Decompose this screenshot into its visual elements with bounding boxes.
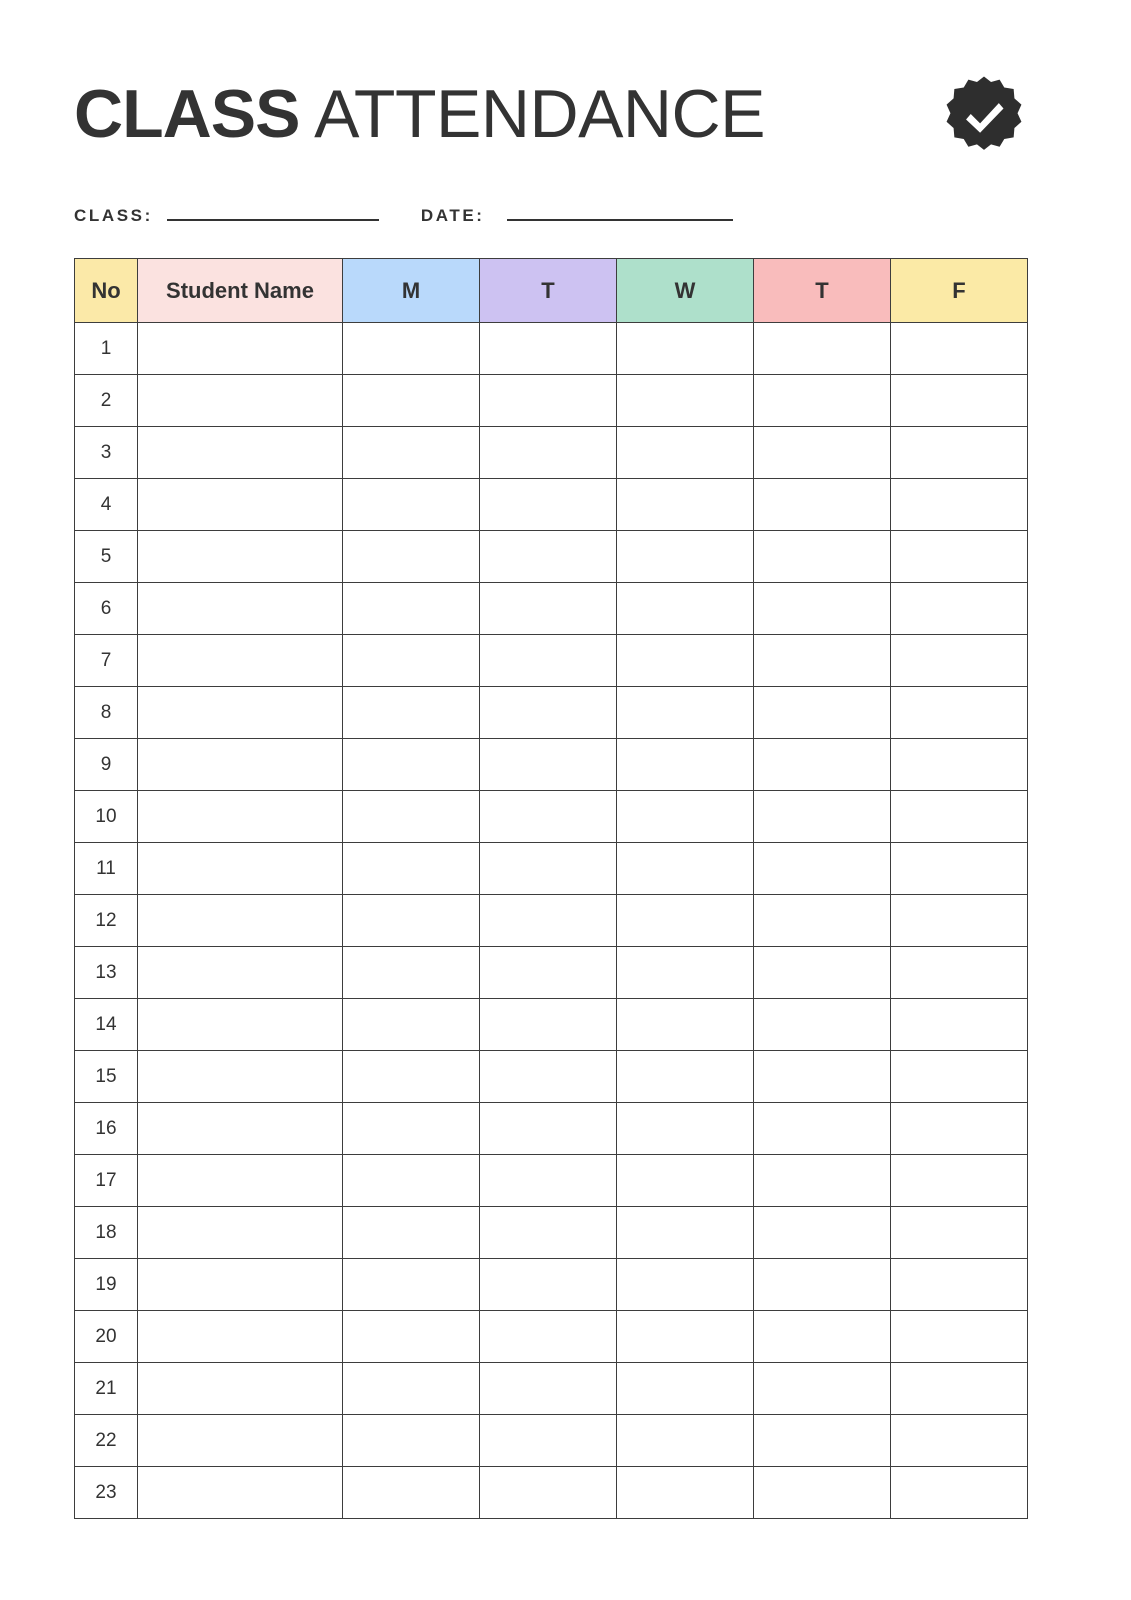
attendance-cell-monday[interactable] (343, 1155, 480, 1207)
attendance-cell-friday[interactable] (891, 427, 1028, 479)
student-name-cell[interactable] (138, 1103, 343, 1155)
attendance-cell-friday[interactable] (891, 635, 1028, 687)
student-name-cell[interactable] (138, 323, 343, 375)
row-number: 6 (75, 583, 138, 635)
attendance-cell-friday[interactable] (891, 375, 1028, 427)
student-name-cell[interactable] (138, 1311, 343, 1363)
attendance-cell-wednesday[interactable] (617, 791, 754, 843)
attendance-cell-monday[interactable] (343, 531, 480, 583)
attendance-cell-friday[interactable] (891, 1467, 1028, 1519)
table-row (75, 1103, 1028, 1155)
attendance-cell-thursday[interactable] (754, 583, 891, 635)
attendance-cell-monday[interactable] (343, 1311, 480, 1363)
attendance-cell-monday[interactable] (343, 635, 480, 687)
date-label: DATE: (420, 206, 485, 225)
student-name-cell[interactable] (138, 427, 343, 479)
attendance-cell-tuesday[interactable] (480, 1259, 617, 1311)
table-row (75, 1467, 1028, 1519)
attendance-cell-tuesday[interactable] (480, 583, 617, 635)
attendance-cell-wednesday[interactable] (617, 687, 754, 739)
attendance-cell-thursday[interactable] (754, 687, 891, 739)
check-badge-icon (945, 75, 1023, 153)
attendance-cell-monday[interactable] (343, 687, 480, 739)
table-header-row (75, 259, 1028, 323)
attendance-cell-friday[interactable] (891, 1155, 1028, 1207)
row-number: 23 (75, 1467, 138, 1519)
attendance-cell-monday[interactable] (343, 843, 480, 895)
attendance-cell-friday[interactable] (891, 791, 1028, 843)
attendance-cell-wednesday[interactable] (617, 1259, 754, 1311)
attendance-cell-wednesday[interactable] (617, 895, 754, 947)
student-name-cell[interactable] (138, 1415, 343, 1467)
attendance-cell-friday[interactable] (891, 1051, 1028, 1103)
class-input[interactable] (167, 219, 379, 221)
page-title-bold: CLASS (74, 76, 300, 152)
attendance-cell-friday[interactable] (891, 1207, 1028, 1259)
table-row (75, 323, 1028, 375)
table-row (75, 1363, 1028, 1415)
student-name-cell[interactable] (138, 739, 343, 791)
column-header-monday: M (343, 259, 480, 323)
row-number: 1 (75, 323, 138, 375)
attendance-cell-thursday[interactable] (754, 947, 891, 999)
attendance-cell-friday[interactable] (891, 1415, 1028, 1467)
attendance-cell-monday[interactable] (343, 479, 480, 531)
student-name-cell[interactable] (138, 687, 343, 739)
student-name-cell[interactable] (138, 843, 343, 895)
attendance-cell-friday[interactable] (891, 1311, 1028, 1363)
table-row (75, 1311, 1028, 1363)
attendance-cell-thursday[interactable] (754, 375, 891, 427)
attendance-cell-monday[interactable] (343, 1415, 480, 1467)
attendance-cell-thursday[interactable] (754, 323, 891, 375)
attendance-cell-tuesday[interactable] (480, 375, 617, 427)
attendance-cell-monday[interactable] (343, 791, 480, 843)
attendance-cell-tuesday[interactable] (480, 531, 617, 583)
attendance-cell-friday[interactable] (891, 895, 1028, 947)
attendance-cell-thursday[interactable] (754, 1415, 891, 1467)
attendance-cell-thursday[interactable] (754, 1155, 891, 1207)
student-name-cell[interactable] (138, 1051, 343, 1103)
column-header-wednesday: W (617, 259, 754, 323)
table-row (75, 1259, 1028, 1311)
table-row (75, 999, 1028, 1051)
attendance-cell-monday[interactable] (343, 1051, 480, 1103)
column-header-name: Student Name (138, 259, 343, 323)
row-number: 16 (75, 1103, 138, 1155)
attendance-cell-monday[interactable] (343, 999, 480, 1051)
row-number: 7 (75, 635, 138, 687)
meta-fields (74, 200, 1057, 226)
row-number: 8 (75, 687, 138, 739)
attendance-cell-monday[interactable] (343, 375, 480, 427)
attendance-cell-thursday[interactable] (754, 1311, 891, 1363)
table-row (75, 895, 1028, 947)
attendance-cell-thursday[interactable] (754, 635, 891, 687)
attendance-cell-wednesday[interactable] (617, 1103, 754, 1155)
student-name-cell[interactable] (138, 1363, 343, 1415)
student-name-cell[interactable] (138, 1155, 343, 1207)
column-header-thursday: T (754, 259, 891, 323)
student-name-cell[interactable] (138, 947, 343, 999)
table-row (75, 1051, 1028, 1103)
table-row (75, 947, 1028, 999)
attendance-cell-tuesday[interactable] (480, 1311, 617, 1363)
column-header-friday: F (891, 259, 1028, 323)
student-name-cell[interactable] (138, 375, 343, 427)
attendance-table (74, 258, 1028, 1519)
student-name-cell[interactable] (138, 791, 343, 843)
attendance-cell-friday[interactable] (891, 947, 1028, 999)
attendance-cell-wednesday[interactable] (617, 583, 754, 635)
attendance-cell-wednesday[interactable] (617, 323, 754, 375)
row-number: 20 (75, 1311, 138, 1363)
attendance-cell-wednesday[interactable] (617, 1363, 754, 1415)
row-number: 11 (75, 843, 138, 895)
student-name-cell[interactable] (138, 1467, 343, 1519)
row-number: 12 (75, 895, 138, 947)
attendance-cell-friday[interactable] (891, 1363, 1028, 1415)
table-row (75, 635, 1028, 687)
attendance-cell-thursday[interactable] (754, 1103, 891, 1155)
attendance-cell-thursday[interactable] (754, 739, 891, 791)
attendance-cell-wednesday[interactable] (617, 843, 754, 895)
attendance-cell-friday[interactable] (891, 583, 1028, 635)
attendance-cell-friday[interactable] (891, 843, 1028, 895)
attendance-cell-tuesday[interactable] (480, 1155, 617, 1207)
attendance-cell-tuesday[interactable] (480, 739, 617, 791)
table-row (75, 1415, 1028, 1467)
row-number: 17 (75, 1155, 138, 1207)
row-number: 22 (75, 1415, 138, 1467)
attendance-cell-thursday[interactable] (754, 1259, 891, 1311)
attendance-cell-tuesday[interactable] (480, 323, 617, 375)
table-row (75, 739, 1028, 791)
attendance-cell-monday[interactable] (343, 1467, 480, 1519)
attendance-cell-thursday[interactable] (754, 1207, 891, 1259)
attendance-cell-thursday[interactable] (754, 895, 891, 947)
attendance-cell-tuesday[interactable] (480, 843, 617, 895)
attendance-cell-tuesday[interactable] (480, 479, 617, 531)
attendance-cell-monday[interactable] (343, 1363, 480, 1415)
attendance-cell-tuesday[interactable] (480, 895, 617, 947)
page-title-rest: ATTENDANCE (314, 76, 765, 152)
student-name-cell[interactable] (138, 895, 343, 947)
row-number: 15 (75, 1051, 138, 1103)
attendance-cell-thursday[interactable] (754, 1051, 891, 1103)
table-row (75, 427, 1028, 479)
attendance-cell-wednesday[interactable] (617, 1311, 754, 1363)
attendance-cell-friday[interactable] (891, 479, 1028, 531)
date-input[interactable] (507, 219, 733, 221)
page-title (74, 77, 765, 151)
page-header (74, 72, 1057, 156)
row-number: 19 (75, 1259, 138, 1311)
row-number: 2 (75, 375, 138, 427)
attendance-cell-wednesday[interactable] (617, 1155, 754, 1207)
attendance-cell-friday[interactable] (891, 323, 1028, 375)
table-row (75, 1207, 1028, 1259)
student-name-cell[interactable] (138, 635, 343, 687)
attendance-cell-monday[interactable] (343, 1259, 480, 1311)
column-header-no: No (75, 259, 138, 323)
attendance-cell-friday[interactable] (891, 1103, 1028, 1155)
row-number: 13 (75, 947, 138, 999)
attendance-cell-tuesday[interactable] (480, 1467, 617, 1519)
table-header (75, 259, 1028, 323)
attendance-cell-monday[interactable] (343, 739, 480, 791)
attendance-cell-thursday[interactable] (754, 999, 891, 1051)
attendance-cell-tuesday[interactable] (480, 999, 617, 1051)
table-row (75, 687, 1028, 739)
attendance-cell-monday[interactable] (343, 427, 480, 479)
row-number: 21 (75, 1363, 138, 1415)
attendance-cell-wednesday[interactable] (617, 947, 754, 999)
row-number: 4 (75, 479, 138, 531)
row-number: 14 (75, 999, 138, 1051)
table-row (75, 1155, 1028, 1207)
attendance-cell-friday[interactable] (891, 999, 1028, 1051)
attendance-cell-friday[interactable] (891, 531, 1028, 583)
row-number: 5 (75, 531, 138, 583)
column-header-tuesday: T (480, 259, 617, 323)
student-name-cell[interactable] (138, 479, 343, 531)
attendance-cell-wednesday[interactable] (617, 1051, 754, 1103)
attendance-cell-tuesday[interactable] (480, 635, 617, 687)
attendance-cell-monday[interactable] (343, 947, 480, 999)
table-body (75, 323, 1028, 1519)
attendance-cell-monday[interactable] (343, 1207, 480, 1259)
student-name-cell[interactable] (138, 1259, 343, 1311)
student-name-cell[interactable] (138, 999, 343, 1051)
attendance-cell-tuesday[interactable] (480, 1207, 617, 1259)
attendance-cell-monday[interactable] (343, 583, 480, 635)
attendance-cell-tuesday[interactable] (480, 1051, 617, 1103)
attendance-cell-thursday[interactable] (754, 427, 891, 479)
attendance-cell-friday[interactable] (891, 1259, 1028, 1311)
table-row (75, 479, 1028, 531)
table-row (75, 375, 1028, 427)
row-number: 9 (75, 739, 138, 791)
attendance-cell-wednesday[interactable] (617, 427, 754, 479)
attendance-cell-wednesday[interactable] (617, 999, 754, 1051)
attendance-cell-friday[interactable] (891, 687, 1028, 739)
attendance-cell-thursday[interactable] (754, 531, 891, 583)
attendance-cell-wednesday[interactable] (617, 531, 754, 583)
attendance-cell-tuesday[interactable] (480, 427, 617, 479)
student-name-cell[interactable] (138, 583, 343, 635)
attendance-cell-wednesday[interactable] (617, 1207, 754, 1259)
attendance-cell-monday[interactable] (343, 323, 480, 375)
row-number: 18 (75, 1207, 138, 1259)
attendance-cell-tuesday[interactable] (480, 947, 617, 999)
attendance-cell-thursday[interactable] (754, 479, 891, 531)
class-label: CLASS: (74, 206, 153, 225)
attendance-cell-tuesday[interactable] (480, 1415, 617, 1467)
attendance-cell-tuesday[interactable] (480, 687, 617, 739)
table-row (75, 583, 1028, 635)
attendance-cell-tuesday[interactable] (480, 1103, 617, 1155)
attendance-cell-wednesday[interactable] (617, 739, 754, 791)
attendance-cell-wednesday[interactable] (617, 635, 754, 687)
row-number: 10 (75, 791, 138, 843)
attendance-cell-thursday[interactable] (754, 1467, 891, 1519)
attendance-cell-tuesday[interactable] (480, 791, 617, 843)
attendance-cell-monday[interactable] (343, 1103, 480, 1155)
attendance-cell-thursday[interactable] (754, 791, 891, 843)
row-number: 3 (75, 427, 138, 479)
attendance-cell-wednesday[interactable] (617, 479, 754, 531)
attendance-cell-wednesday[interactable] (617, 375, 754, 427)
attendance-cell-wednesday[interactable] (617, 1467, 754, 1519)
table-row (75, 791, 1028, 843)
attendance-cell-wednesday[interactable] (617, 1415, 754, 1467)
attendance-cell-monday[interactable] (343, 895, 480, 947)
attendance-cell-tuesday[interactable] (480, 1363, 617, 1415)
attendance-cell-friday[interactable] (891, 739, 1028, 791)
attendance-cell-thursday[interactable] (754, 843, 891, 895)
attendance-cell-thursday[interactable] (754, 1363, 891, 1415)
table-row (75, 843, 1028, 895)
student-name-cell[interactable] (138, 531, 343, 583)
table-row (75, 531, 1028, 583)
student-name-cell[interactable] (138, 1207, 343, 1259)
